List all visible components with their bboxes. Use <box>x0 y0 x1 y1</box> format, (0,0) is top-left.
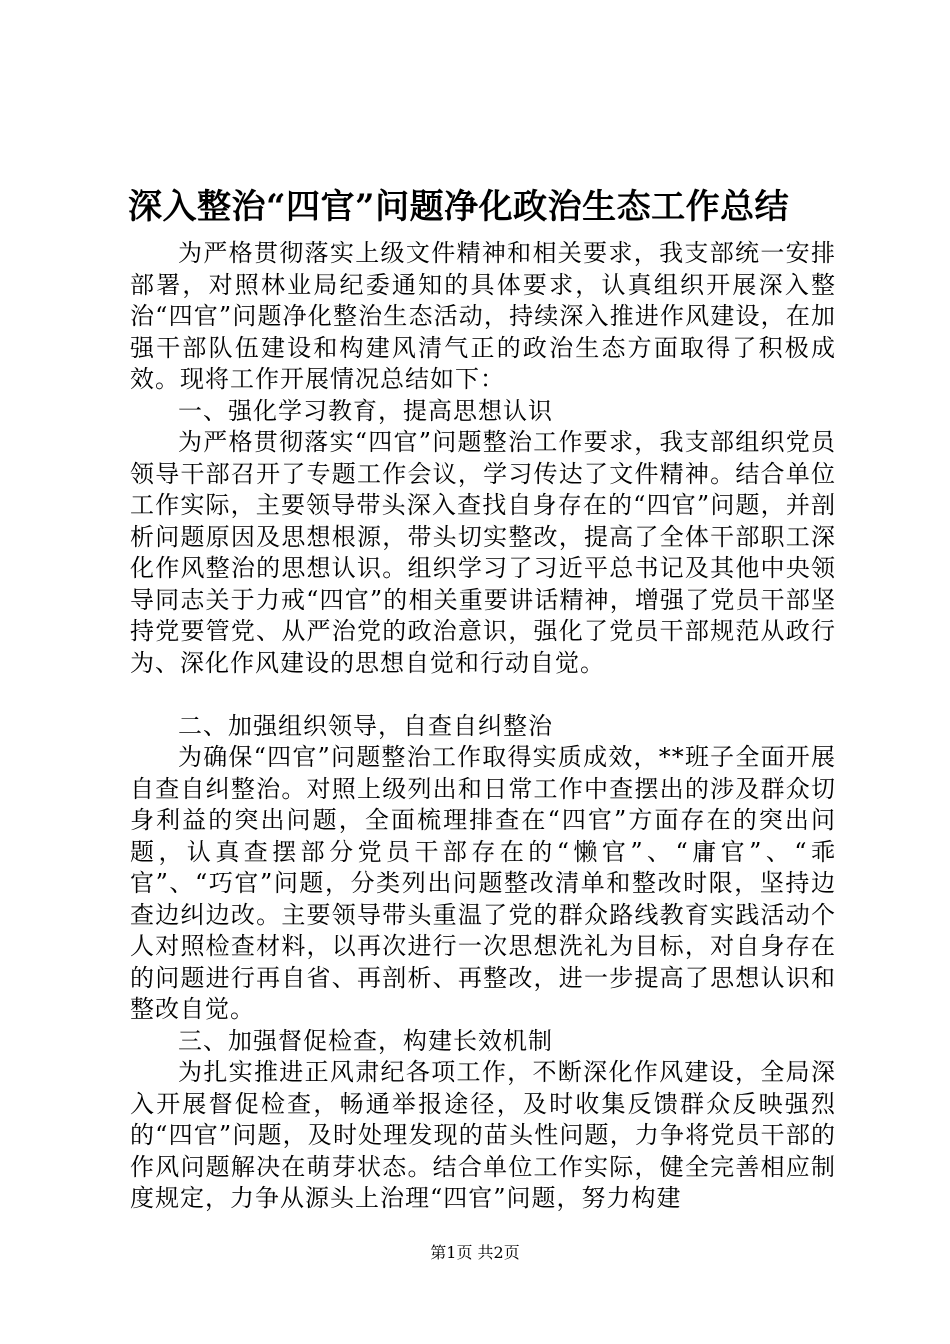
section-2-paragraph: 为确保“四官”问题整治工作取得实质成效，**班子全面开展自查自纠整治。对照上级列出和日常工作中查摆出的涉及群众切身利益的突出问题，全面梳理排查在“四官”方面存在的突出问题，认真查摆部分党员干部存在的“懒官”、“庸官”、“乖官”、“巧官”问题，分类列出问题整改清单和整改时限，坚持边查边纠边改。主要领导带头重温了党的群众路线教育实践活动个人对照检查材料，以再次进行一次思想洗礼为目标，对自身存在的问题进行再自省、再剖析、再整改，进一步提高了思想认识和整改自觉。 <box>130 743 836 1023</box>
document-title: 深入整治“四官”问题净化政治生态工作总结 <box>128 187 790 227</box>
intro-paragraph: 为严格贯彻落实上级文件精神和相关要求，我支部统一安排部署，对照林业局纪委通知的具体要求，认真组织开展深入整治“四官”问题净化整治生态活动，持续深入推进作风建设，在加强干部队伍建设和构建风清气正的政治生态方面取得了积极成效。现将工作开展情况总结如下： <box>130 239 836 393</box>
section-heading-3: 三、加强督促检查，构建长效机制 <box>178 1026 553 1055</box>
section-heading-1: 一、强化学习教育，提高思想认识 <box>178 396 553 425</box>
document-body <box>130 238 836 1215</box>
section-heading-2: 二、加强组织领导，自查自纠整治 <box>178 711 553 740</box>
blank-line <box>130 679 836 711</box>
page-footer: 第1页 共2页 <box>430 1243 520 1262</box>
section-3-paragraph: 为扎实推进正风肃纪各项工作，不断深化作风建设，全局深入开展督促检查，畅通举报途径，及时收集反馈群众反映强烈的“四官”问题，及时处理发现的苗头性问题，力争将党员干部的作风问题解决在萌芽状态。结合单位工作实际，健全完善相应制度规定，力争从源头上治理“四官”问题，努力构建 <box>130 1058 836 1212</box>
section-1-paragraph: 为严格贯彻落实“四官”问题整治工作要求，我支部组织党员领导干部召开了专题工作会议，学习传达了文件精神。结合单位工作实际，主要领导带头深入查找自身存在的“四官”问题，并剖析问题原因及思想根源，带头切实整改，提高了全体干部职工深化作风整治的思想认识。组织学习了习近平总书记及其他中央领导同志关于力戒“四官”的相关重要讲话精神，增强了党员干部坚持党要管党、从严治党的政治意识，强化了党员干部规范从政行为、深化作风建设的思想自觉和行动自觉。 <box>130 428 836 677</box>
